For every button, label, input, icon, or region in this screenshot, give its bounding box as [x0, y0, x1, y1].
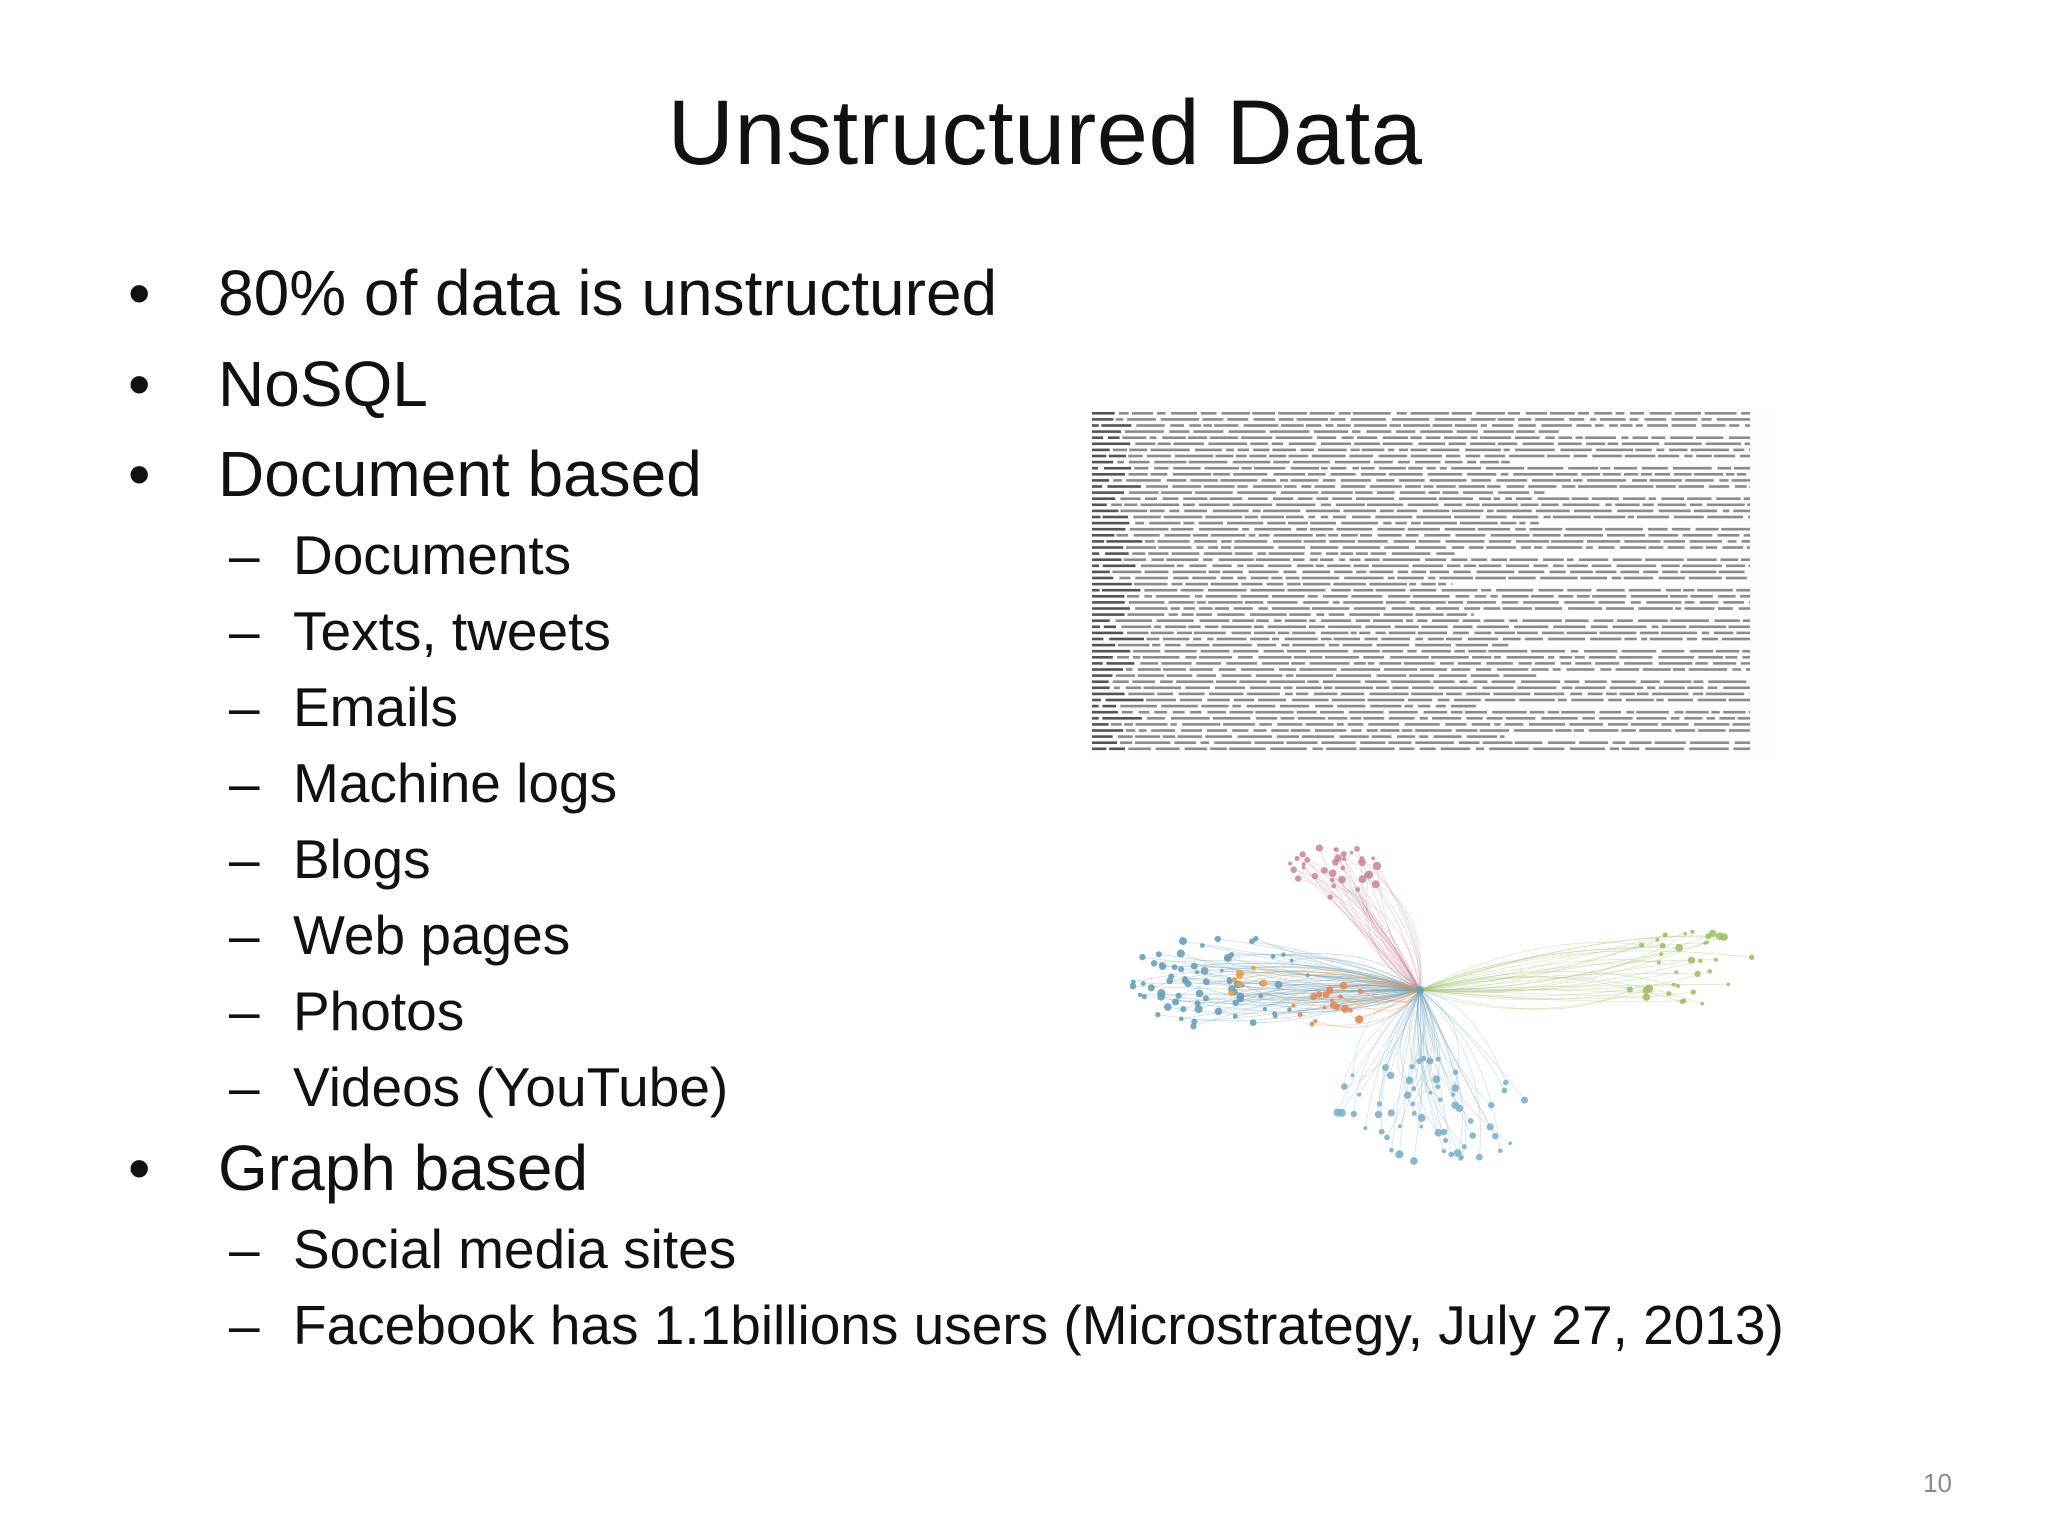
log-text-image: [1090, 408, 1770, 758]
dash-marker: –: [229, 828, 260, 890]
bullet-text: Graph based: [218, 1132, 589, 1204]
sub-bullet-text: Texts, tweets: [293, 600, 611, 662]
bullet-marker: •: [128, 1132, 151, 1204]
sub-bullet-text: Blogs: [293, 828, 431, 890]
dash-marker: –: [229, 600, 260, 662]
slide-title: Unstructured Data: [667, 82, 1423, 184]
sub-bullet-text: Videos (YouTube): [293, 1056, 729, 1118]
machine-log-image: [1090, 408, 1770, 758]
bullet-marker: •: [128, 438, 151, 510]
dash-marker: –: [229, 1294, 260, 1356]
bullet-text: 80% of data is unstructured: [218, 257, 998, 329]
sub-bullet-text: Social media sites: [293, 1218, 737, 1280]
sub-bullet-text: Web pages: [293, 904, 571, 966]
dash-marker: –: [229, 980, 260, 1042]
sub-bullet-text: Emails: [293, 676, 459, 738]
sub-bullet-text: Machine logs: [293, 752, 618, 814]
bullet-text: Document based: [218, 438, 702, 510]
sub-bullet-text: Facebook has 1.1billions users (Microstrategy, July 27, 2013): [293, 1294, 1784, 1356]
dash-marker: –: [229, 676, 260, 738]
dash-marker: –: [229, 1218, 260, 1280]
sub-bullet-text: Documents: [293, 524, 572, 586]
sub-bullet-text: Photos: [293, 980, 465, 1042]
network-graph-image: [1130, 830, 1770, 1170]
bullet-text: NoSQL: [218, 348, 428, 420]
bullet-marker: •: [128, 348, 151, 420]
dash-marker: –: [229, 904, 260, 966]
dash-marker: –: [229, 752, 260, 814]
dash-marker: –: [229, 1056, 260, 1118]
page-number: 10: [1923, 1468, 1952, 1498]
social-graph-image: [1130, 830, 1770, 1170]
bullet-marker: •: [128, 257, 151, 329]
dash-marker: –: [229, 524, 260, 586]
